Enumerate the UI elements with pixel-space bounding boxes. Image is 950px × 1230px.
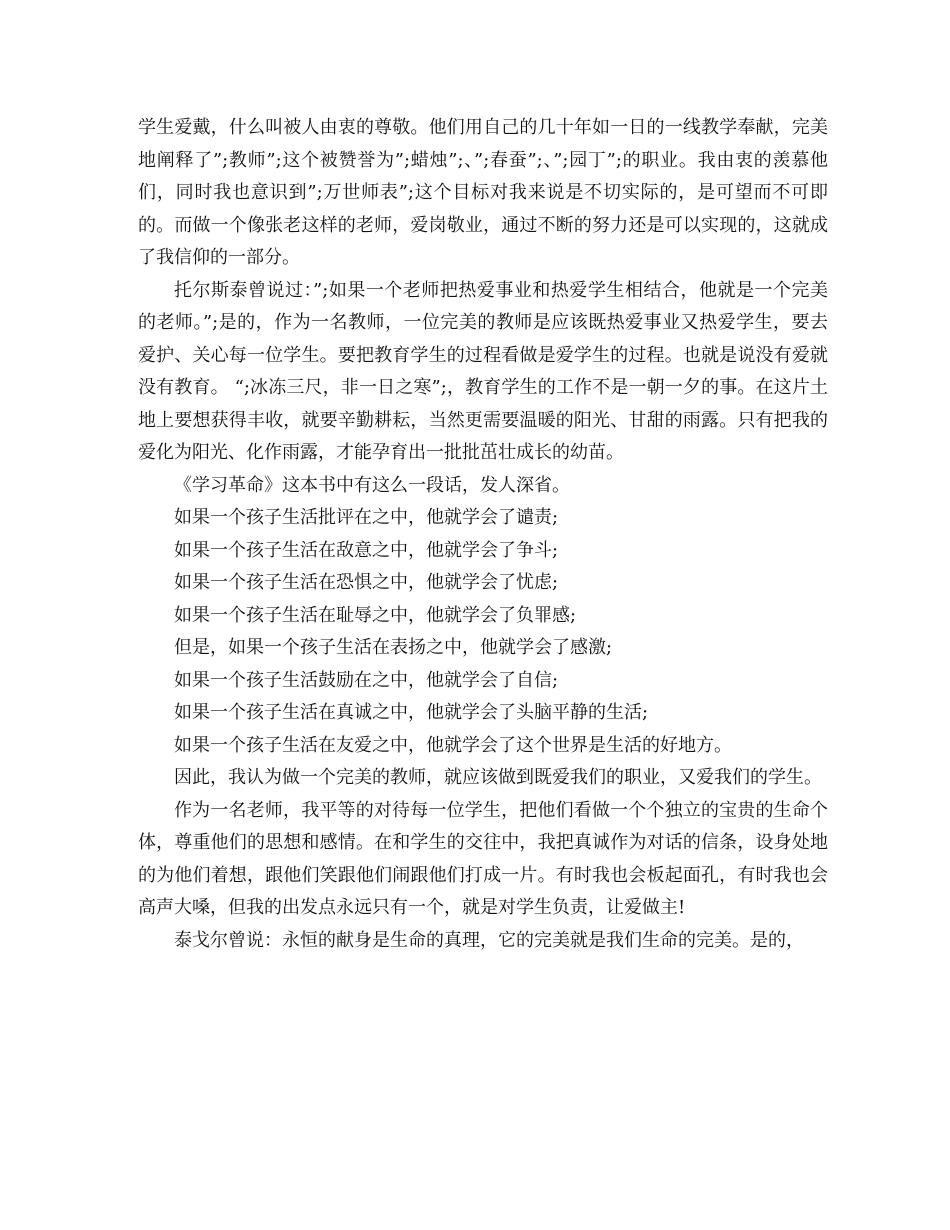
paragraph-1: 学生爱戴，什么叫被人由衷的尊敬。他们用自己的几十年如一日的一线教学奉献，完美地阐释了”;教师”;这个被赞誉为”;蜡烛”;、”;春蚕”;、”;园丁”;的职业。我由衷的羡慕他们，同时我也意识到”;万世师表”;这个目标对我来说是不切实际的，是可望而不可即的。而做一个像张老这样的老师，爱岗敬业，通过不断的努力还是可以实现的，这就成了我信仰的一部分。 <box>138 117 828 268</box>
document-body <box>138 112 828 957</box>
quote-line: 如果一个孩子生活在耻辱之中，他就学会了负罪感; <box>174 604 577 626</box>
quote-intro: 《学习革命》这本书中有这么一段话，发人深省。 <box>174 474 570 496</box>
quote-line: 但是，如果一个孩子生活在表扬之中，他就学会了感激; <box>174 637 613 658</box>
quote-line: 如果一个孩子生活在敌意之中，他就学会了争斗; <box>174 539 559 561</box>
paragraph-5: 泰戈尔曾说：永恒的献身是生命的真理，它的完美就是我们生命的完美。是的， <box>174 929 804 951</box>
paragraph-2: 托尔斯泰曾说过：”;如果一个老师把热爱事业和热爱学生相结合，他就是一个完美的老师。”;是的，作为一名教师，一位完美的教师是应该既热爱事业又热爱学生，要去爱护、关心每一位学生。要把教育学生的过程看做是爱学生的过程。也就是说没有爱就没有教育。 “;冰冻三尺，非一日之寒”;，教育学生的工作不是一朝一夕的事。在这片土地上要想获得丰收，就要辛勤耕耘，当然更需要温暖的阳光、甘甜的雨露。只有把我的爱化为阳光、化作雨露，才能孕育出一批批茁壮成长的幼苗。 <box>138 279 828 463</box>
quote-line: 如果一个孩子生活鼓励在之中，他就学会了自信; <box>174 669 559 691</box>
paragraph-4: 作为一名老师，我平等的对待每一位学生，把他们看做一个个独立的宝贵的生命个体，尊重他们的思想和感情。在和学生的交往中，我把真诚作为对话的信条，设身处地的为他们着想，跟他们笑跟他们闹跟他们打成一片。有时我也会板起面孔，有时我也会高声大嗓，但我的出发点永远只有一个，就是对学生负责，让爱做主! <box>138 799 828 918</box>
quote-line: 如果一个孩子生活批评在之中，他就学会了谴责; <box>174 507 559 528</box>
quote-list <box>138 502 828 762</box>
quote-line: 如果一个孩子生活在真诚之中，他就学会了头脑平静的生活; <box>174 702 649 723</box>
paragraph-3: 因此，我认为做一个完美的教师，就应该做到既爱我们的职业，又爱我们的学生。 <box>174 767 822 788</box>
quote-line: 如果一个孩子生活在恐惧之中，他就学会了忧虑; <box>174 572 559 593</box>
quote-line: 如果一个孩子生活在友爱之中，他就学会了这个世界是生活的好地方。 <box>174 734 732 756</box>
